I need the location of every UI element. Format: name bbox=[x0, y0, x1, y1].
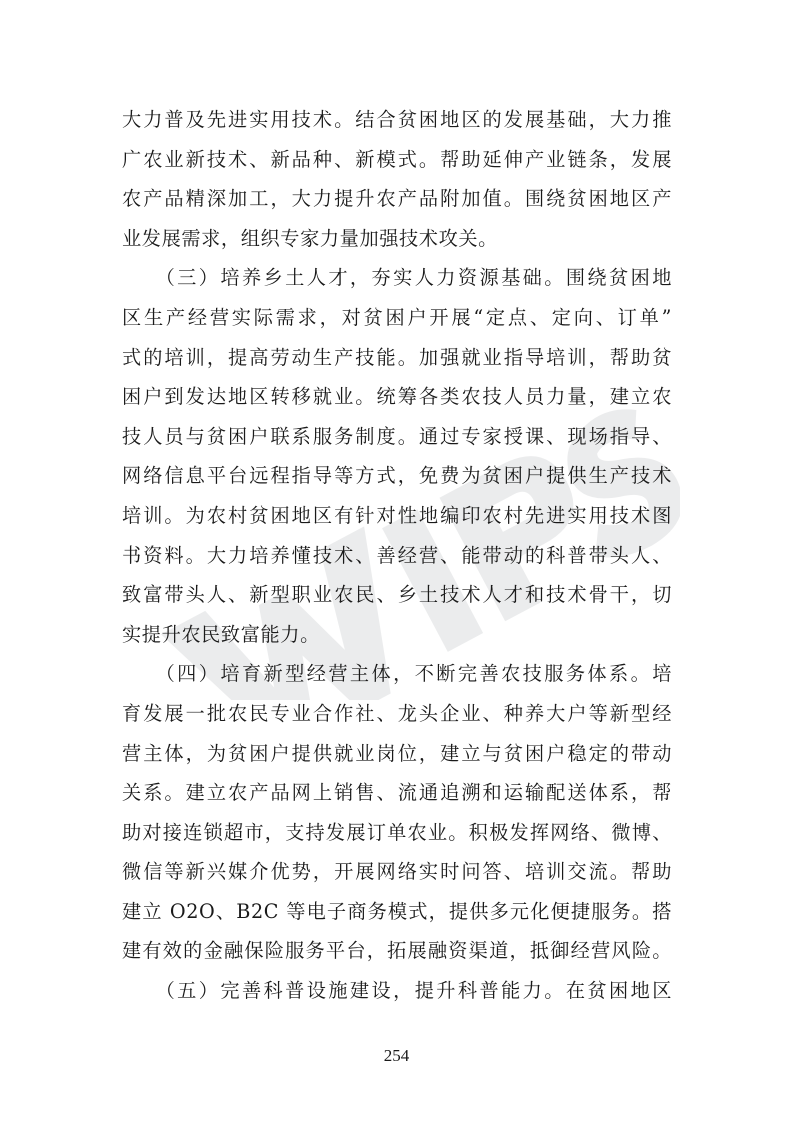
text-line: 助对接连锁超市，支持发展订单农业。积极发挥网络、微博、 bbox=[122, 820, 672, 844]
text-line: 实提升农民致富能力。 bbox=[122, 622, 320, 646]
text-line: 业发展需求，组织专家力量加强技术攻关。 bbox=[122, 226, 498, 250]
text-line: 关系。建立农产品网上销售、流通追溯和运输配送体系，帮 bbox=[122, 781, 672, 805]
text-line: 微信等新兴媒介优势，开展网络实时问答、培训交流。帮助 bbox=[122, 860, 672, 884]
text-line: 农产品精深加工，大力提升农产品附加值。围绕贫困地区产 bbox=[122, 187, 672, 211]
text-line: （四）培育新型经营主体，不断完善农技服务体系。培 bbox=[122, 662, 672, 686]
text-line: 广农业新技术、新品种、新模式。帮助延伸产业链条，发展 bbox=[122, 147, 672, 171]
text-line: （五）完善科普设施建设，提升科普能力。在贫困地区 bbox=[122, 979, 672, 1003]
text-line: 建有效的金融保险服务平台，拓展融资渠道，抵御经营风险。 bbox=[122, 939, 672, 963]
text-line: 式的培训，提高劳动生产技能。加强就业指导培训，帮助贫 bbox=[122, 345, 672, 369]
text-line: 育发展一批农民专业合作社、龙头企业、种养大户等新型经 bbox=[122, 701, 672, 725]
body-text bbox=[122, 100, 672, 1011]
text-line: （三）培养乡土人才，夯实人力资源基础。围绕贫困地 bbox=[122, 266, 672, 290]
text-line: 建立 O2O、B2C 等电子商务模式，提供多元化便捷服务。搭 bbox=[122, 899, 672, 923]
text-line: 困户到发达地区转移就业。统筹各类农技人员力量，建立农 bbox=[122, 385, 672, 409]
page-number: 254 bbox=[383, 1046, 410, 1065]
text-line: 营主体，为贫困户提供就业岗位，建立与贫困户稳定的带动 bbox=[122, 741, 672, 765]
text-line: 大力普及先进实用技术。结合贫困地区的发展基础，大力推 bbox=[122, 108, 672, 131]
text-line: 技人员与贫困户联系服务制度。通过专家授课、现场指导、 bbox=[122, 424, 672, 448]
text-line: 区生产经营实际需求，对贫困户开展“定点、定向、订单” bbox=[122, 305, 672, 329]
text-line: 网络信息平台远程指导等方式，免费为贫困户提供生产技术 bbox=[122, 464, 672, 488]
text-line: 培训。为农村贫困地区有针对性地编印农村先进实用技术图 bbox=[122, 503, 672, 527]
text-line: 书资料。大力培养懂技术、善经营、能带动的科普带头人、 bbox=[122, 543, 672, 567]
text-line: 致富带头人、新型职业农民、乡土技术人才和技术骨干，切 bbox=[122, 583, 672, 607]
